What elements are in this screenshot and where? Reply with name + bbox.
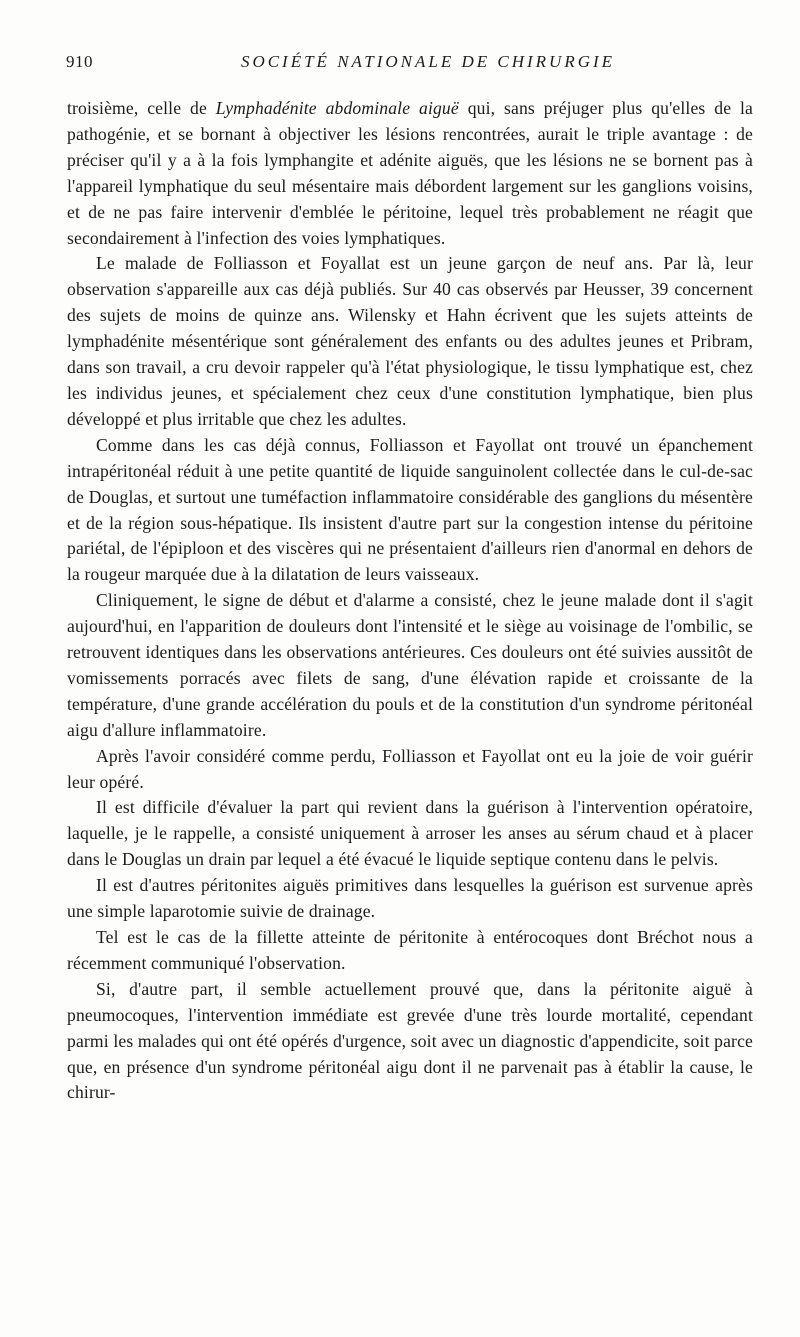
page-header bbox=[66, 52, 750, 76]
paragraph-1 bbox=[67, 96, 753, 251]
paragraph-5: Après l'avoir considéré comme perdu, Folliasson et Fayollat ont eu la joie de voir guérir leur opéré. bbox=[67, 745, 753, 792]
italic-term: Lymphadénite abdominale aiguë bbox=[215, 98, 459, 118]
paragraph-1-text-start: troisième, celle de bbox=[67, 98, 216, 118]
running-title: SOCIÉTÉ NATIONALE DE CHIRURGIE bbox=[240, 52, 616, 71]
body-text bbox=[67, 96, 753, 1106]
paragraph-8: Tel est le cas de la fillette atteinte de péritonite à entérocoques dont Bréchot nous a récemment communiqué l'observation. bbox=[67, 927, 753, 973]
paragraph-6: Il est difficile d'évaluer la part qui revient dans la guérison à l'intervention opératoire, laquelle, je le rappelle, a consisté uniquement à arroser les anses au sérum chaud et à placer dans le Douglas un drain par lequel a été évacué le liquide septique contenu dans le pelvis. bbox=[67, 797, 753, 870]
paragraph-3: Comme dans les cas déjà connus, Folliasson et Fayollat ont trouvé un épanchement intrapéritonéal réduit à une petite quantité de liquide sanguinolent collectée dans le cul-de-sac de Douglas, et surtout une tuméfaction inflammatoire considérable des ganglions du mésentère et de la région sous-hépatique. Ils insistent d'autre part sur la congestion intense du péritoine pariétal, de l'épiploon et des viscères qui ne présentaient d'ailleurs rien d'anormal en dehors de la rougeur marquée due à la dilatation de leurs vaisseaux. bbox=[67, 434, 753, 585]
paragraph-7: Il est d'autres péritonites aiguës primitives dans lesquelles la guérison est survenue après une simple laparotomie suivie de drainage. bbox=[67, 875, 753, 922]
paragraph-4: Cliniquement, le signe de début et d'alarme a consisté, chez le jeune malade dont il s'agit aujourd'hui, en l'apparition de douleurs dont l'intensité et le siège au voisinage de l'ombilic, se retrouvent identiques dans les observations antérieures. Ces douleurs ont été suivies aussitôt de vomissements porracés avec filets de sang, d'une élévation rapide et croissante de la température, d'une grande accélération du pouls et de la constitution d'un syndrome péritonéal aigu d'allure inflammatoire. bbox=[67, 590, 753, 740]
paragraph-1-text-end: qui, sans préjuger plus qu'elles de la pathogénie, et se bornant à objectiver les lésions rencontrées, aurait le triple avantage : de préciser qu'il y a à la fois lymphangite et adénite aiguës, que les lésions ne se bornent pas à l'appareil lymphatique du seul mésentaire mais débordent largement sur les ganglions voisins, et de ne pas faire intervenir d'emblée le péritoine, lequel très probablement ne réagit que secondairement à l'infection des voies lymphatiques. bbox=[67, 98, 753, 248]
page-number: 910 bbox=[66, 52, 93, 71]
paragraph-9: Si, d'autre part, il semble actuellement prouvé que, dans la péritonite aiguë à pneumocoques, l'intervention immédiate est grevée d'une très lourde mortalité, cependant parmi les malades qui ont été opérés d'urgence, soit avec un diagnostic d'appendicite, soit parce que, en présence d'un syndrome péritonéal aigu dont il ne parvenait pas à établir la cause, le chirur- bbox=[67, 978, 753, 1103]
paragraph-2: Le malade de Folliasson et Foyallat est un jeune garçon de neuf ans. Par là, leur observation s'appareille aux cas déjà publiés. Sur 40 cas observés par Heusser, 39 concernent des sujets de moins de quinze ans. Wilensky et Hahn écrivent que les sujets atteints de lymphadénite mésentérique sont généralement des enfants ou des adultes jeunes et Pribram, dans son travail, a cru devoir rappeler qu'à l'état physiologique, le tissu lymphatique est, chez les individus jeunes, et spécialement chez ceux d'une constitution lymphatique, bien plus développé et plus irritable que chez les adultes. bbox=[67, 253, 753, 429]
